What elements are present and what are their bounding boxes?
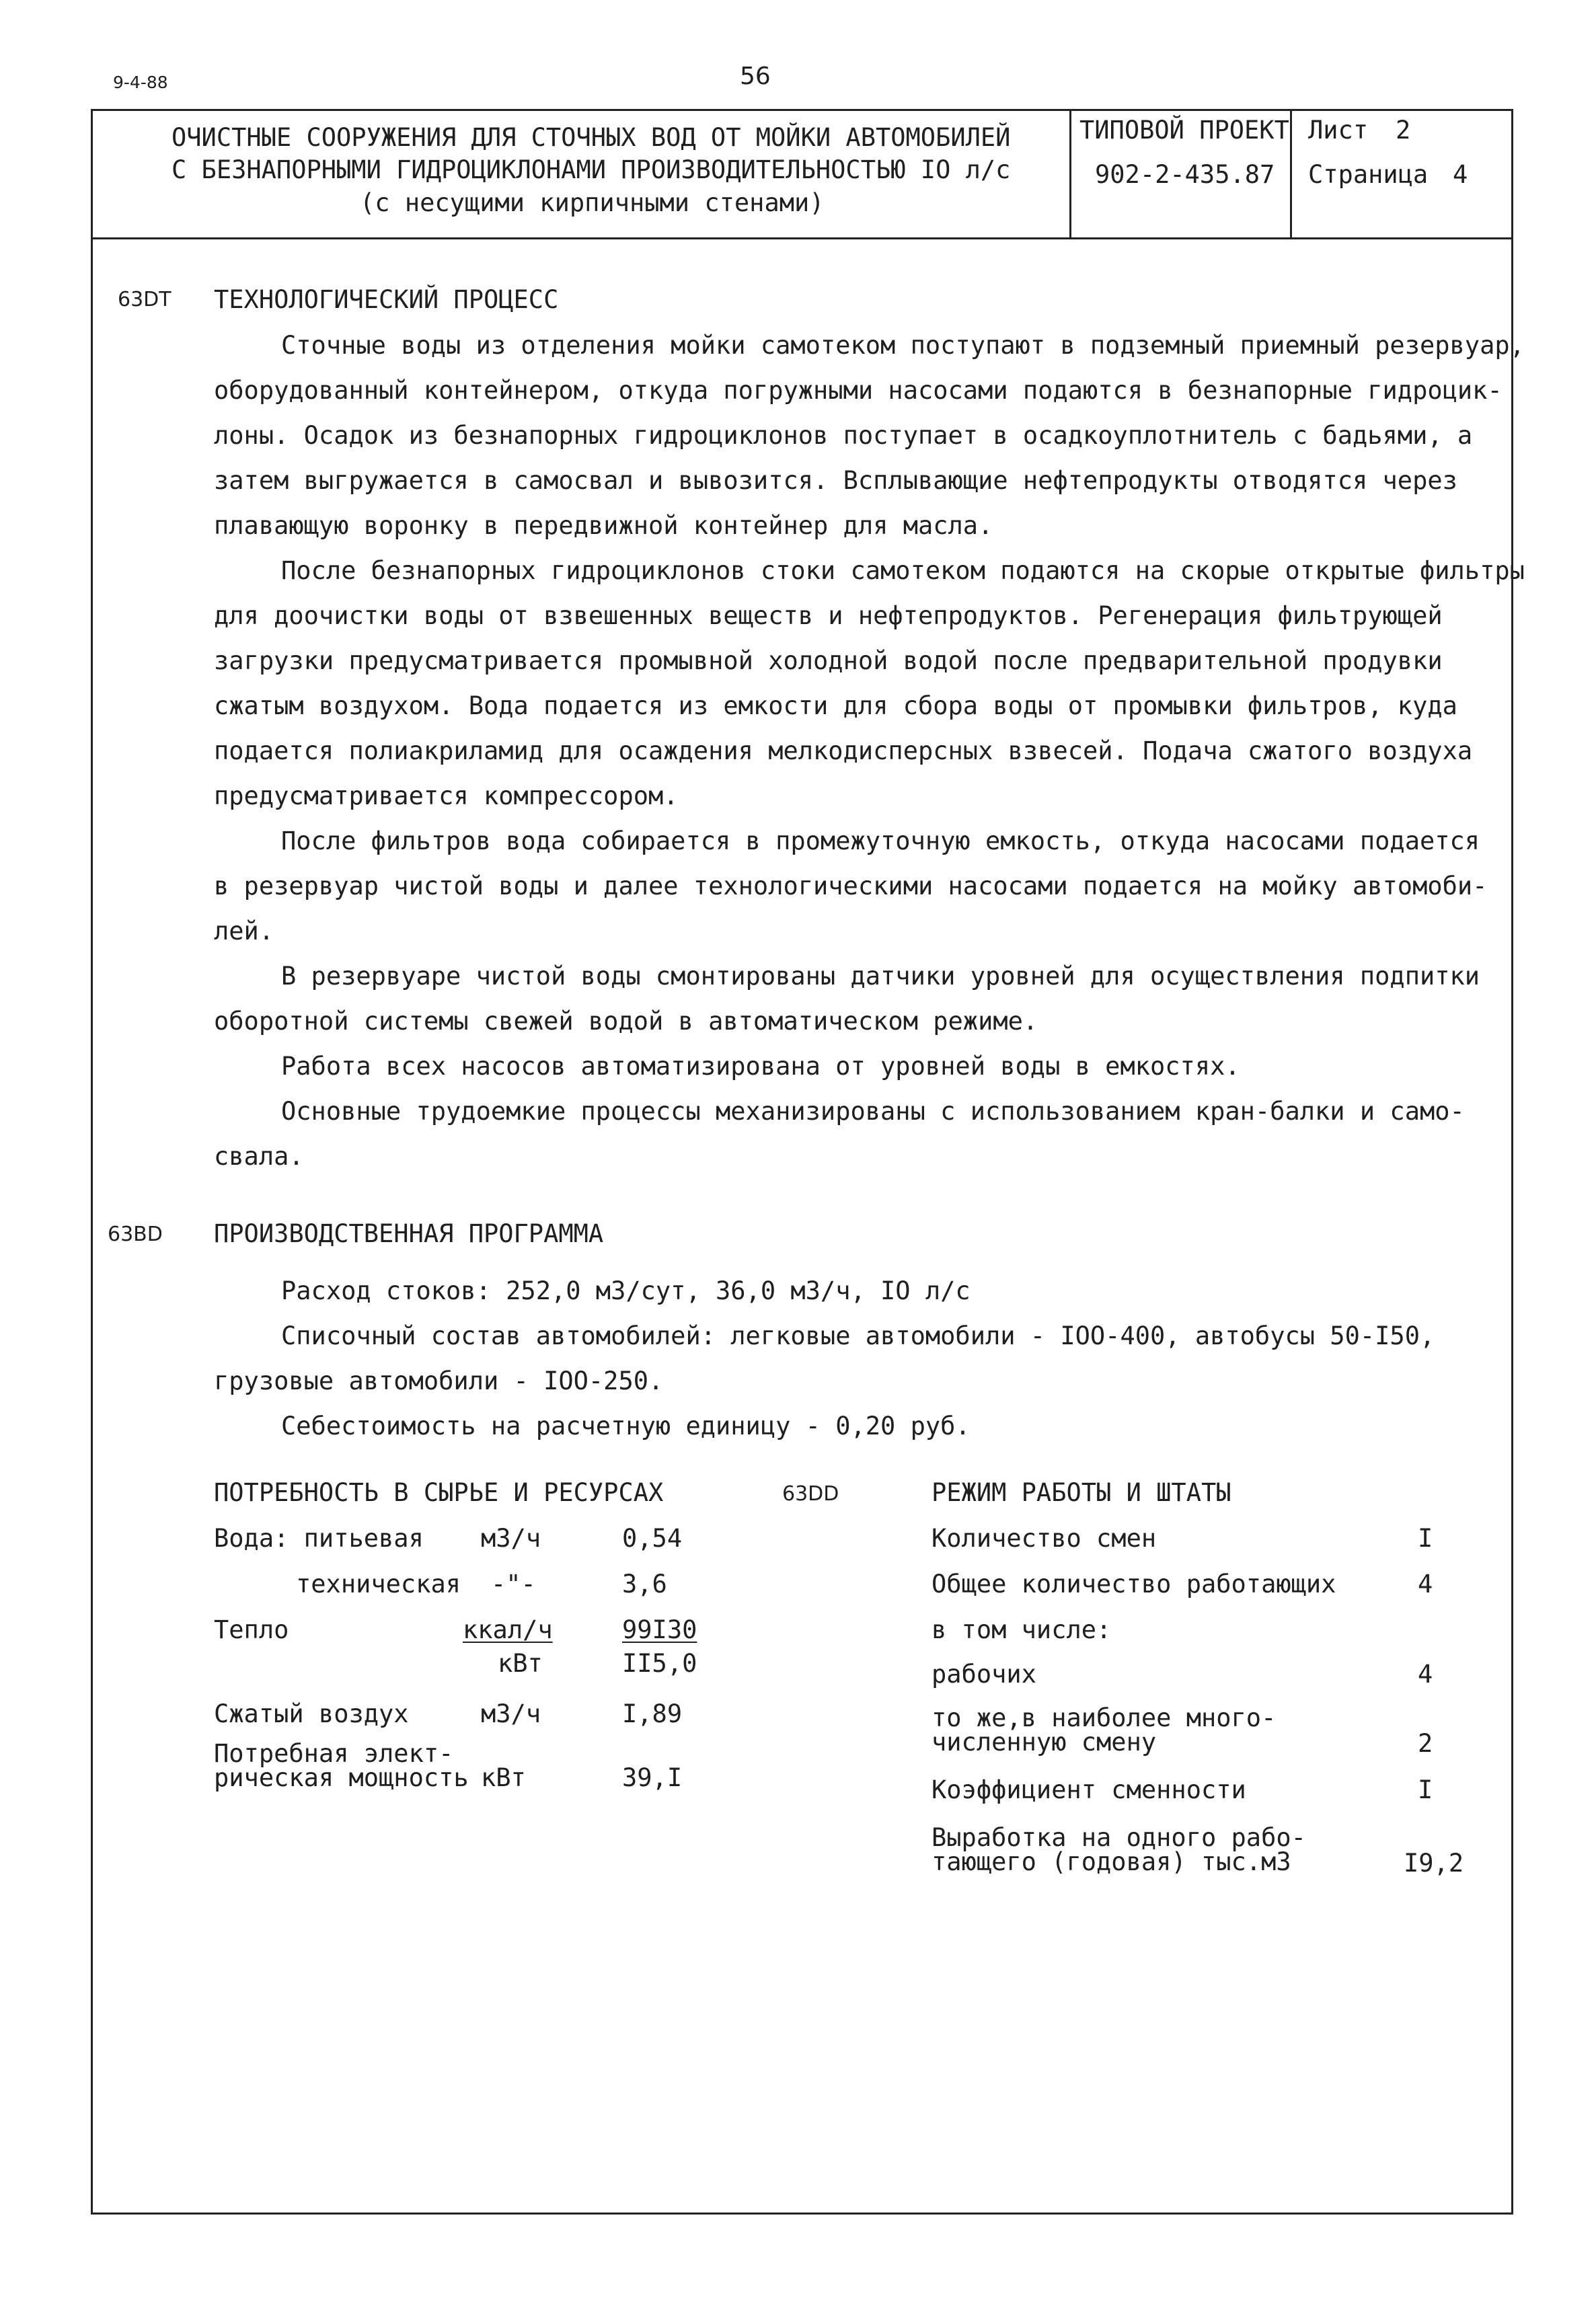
paragraph-line: свала. [214,1142,304,1171]
resources-title: ПОТРЕБНОСТЬ В СЫРЬЕ И РЕСУРСАХ [214,1478,664,1507]
air-label: Сжатый воздух [214,1699,409,1728]
shifts-label: Количество смен [932,1524,1157,1553]
paragraph-line: в резервуар чистой воды и далее технологическими насосами подается на мойку автомоби- [214,872,1488,900]
power-label-line-2: рическая мощность [214,1763,469,1792]
paragraph-line: В резервуаре чистой воды смонтированы датчики уровней для осуществления подпитки [281,962,1480,991]
labor-label: рабочих [932,1660,1036,1689]
program-line: Списочный состав автомобилей: легковые автомобили - IOO-400, автобусы 50-I50, [281,1321,1435,1350]
program-line: Себестоимость на расчетную единицу - 0,20 руб. [281,1412,971,1440]
staff-title: РЕЖИМ РАБОТЫ И ШТАТЫ [932,1478,1231,1507]
paragraph-line: После безнапорных гидроциклонов стоки самотеком подаются на скорые открытые фильтры [281,556,1525,585]
paragraph-line: оборотной системы свежей водой в автоматическом режиме. [214,1007,1038,1036]
water-label: Вода: питьевая [214,1524,424,1553]
sheet-value: 2 [1396,116,1411,145]
paragraph-line: оборудованный контейнером, откуда погружными насосами подаются в безнапорные гидроцик- [214,376,1503,405]
labor-value: 4 [1418,1660,1433,1689]
tech-water-label: техническая [296,1570,461,1599]
frame-right [1511,109,1513,2214]
paragraph-line: подается полиакриламид для осаждения мелкодисперсных взвесей. Подача сжатого воздуха [214,736,1473,765]
tech-water-value: 3,6 [622,1570,667,1599]
frame-left [91,109,93,2214]
paragraph-line: затем выгружается в самосвал и вывозится. Всплывающие нефтепродукты отводятся через [214,466,1457,495]
heat-value-kw: II5,0 [622,1649,697,1678]
paragraph-line: Сточные воды из отделения мойки самотеком поступают в подземный приемный резервуар, [281,331,1525,360]
program-line: Расход стоков: 252,0 м3/сут, 36,0 м3/ч, IO л/с [281,1276,971,1305]
paragraph-line: лей. [214,917,274,946]
header-divider-1 [1069,109,1071,239]
paragraph-line: лоны. Осадок из безнапорных гидроциклонов поступает в осадкоуплотнитель с бадьями, а [214,421,1473,450]
water-unit: м3/ч [481,1524,541,1553]
power-value: 39,I [622,1763,683,1792]
series-code: 9-4-88 [113,73,168,92]
program-line: грузовые автомобили - IOO-250. [214,1367,664,1395]
frame-bottom [91,2213,1513,2215]
busiest-shift-value: 2 [1418,1729,1433,1758]
power-unit: кВт [481,1763,526,1792]
workers-value: 4 [1418,1570,1433,1599]
title-line-3: (с несущими кирпичными стенами) [360,188,825,217]
page-number: 56 [740,63,771,90]
air-value: I,89 [622,1699,683,1728]
section-2-title: ПРОИЗВОДСТВЕННАЯ ПРОГРАММА [214,1219,604,1248]
water-value: 0,54 [622,1524,683,1553]
shifts-value: I [1418,1524,1433,1553]
shift-coefficient-value: I [1418,1775,1433,1804]
section-1-title: ТЕХНОЛОГИЧЕСКИЙ ПРОЦЕСС [214,285,559,314]
heat-unit-kw: кВт [498,1649,543,1678]
busiest-shift-label-line-1: то же,в наиболее много- [932,1703,1277,1732]
header-divider-2 [1290,109,1292,239]
project-number: 902-2-435.87 [1095,160,1275,189]
workers-label: Общее количество работающих [932,1570,1336,1599]
including-label: в том числе: [932,1615,1112,1644]
tech-water-unit: -"- [491,1570,536,1599]
heat-value-kcal: 99I30 [622,1615,697,1644]
heat-label: Тепло [214,1615,289,1644]
shift-coefficient-label: Коэффициент сменности [932,1775,1246,1804]
paragraph-line: предусматривается компрессором. [214,781,679,810]
frame-top [91,109,1513,111]
heat-unit-kcal: ккал/ч [463,1615,553,1644]
paragraph-line: сжатым воздухом. Вода подается из емкости для сбора воды от промывки фильтров, куда [214,691,1457,720]
paragraph-line: загрузки предусматривается промывной холодной водой после предварительной продувки [214,646,1443,675]
sheet-label: Лист [1308,116,1369,145]
paragraph-line: Основные трудоемкие процессы механизированы с использованием кран-балки и само- [281,1097,1465,1126]
power-label-line-1: Потребная элект- [214,1739,454,1768]
output-label-line-1: Выработка на одного рабо- [932,1823,1306,1852]
page-label: Страница [1308,160,1429,189]
paragraph-line: После фильтров вода собирается в промежуточную емкость, откуда насосами подается [281,826,1480,855]
paragraph-line: плавающую воронку в передвижной контейнер для масла. [214,511,993,540]
project-label: ТИПОВОЙ ПРОЕКТ [1079,116,1289,145]
staff-code: 63DD [782,1482,839,1506]
section-1-code: 63DT [118,288,172,311]
paragraph-line: Работа всех насосов автоматизирована от уровней воды в емкостях. [281,1052,1240,1081]
output-value: I9,2 [1404,1849,1464,1878]
air-unit: м3/ч [481,1699,541,1728]
busiest-shift-label-line-2: численную смену [932,1728,1157,1757]
page-value: 4 [1453,160,1468,189]
output-label-line-2: тающего (годовая) тыс.м3 [932,1847,1291,1876]
title-line-2: С БЕЗНАПОРНЫМИ ГИДРОЦИКЛОНАМИ ПРОИЗВОДИТЕЛЬНОСТЬЮ IO л/с [172,155,1011,184]
title-line-1: ОЧИСТНЫЕ СООРУЖЕНИЯ ДЛЯ СТОЧНЫХ ВОД ОТ МОЙКИ АВТОМОБИЛЕЙ [172,123,1011,152]
header-bottom-line [91,237,1513,239]
paragraph-line: для доочистки воды от взвешенных веществ и нефтепродуктов. Регенерация фильтрующей [214,601,1443,630]
section-2-code: 63BD [108,1223,163,1246]
